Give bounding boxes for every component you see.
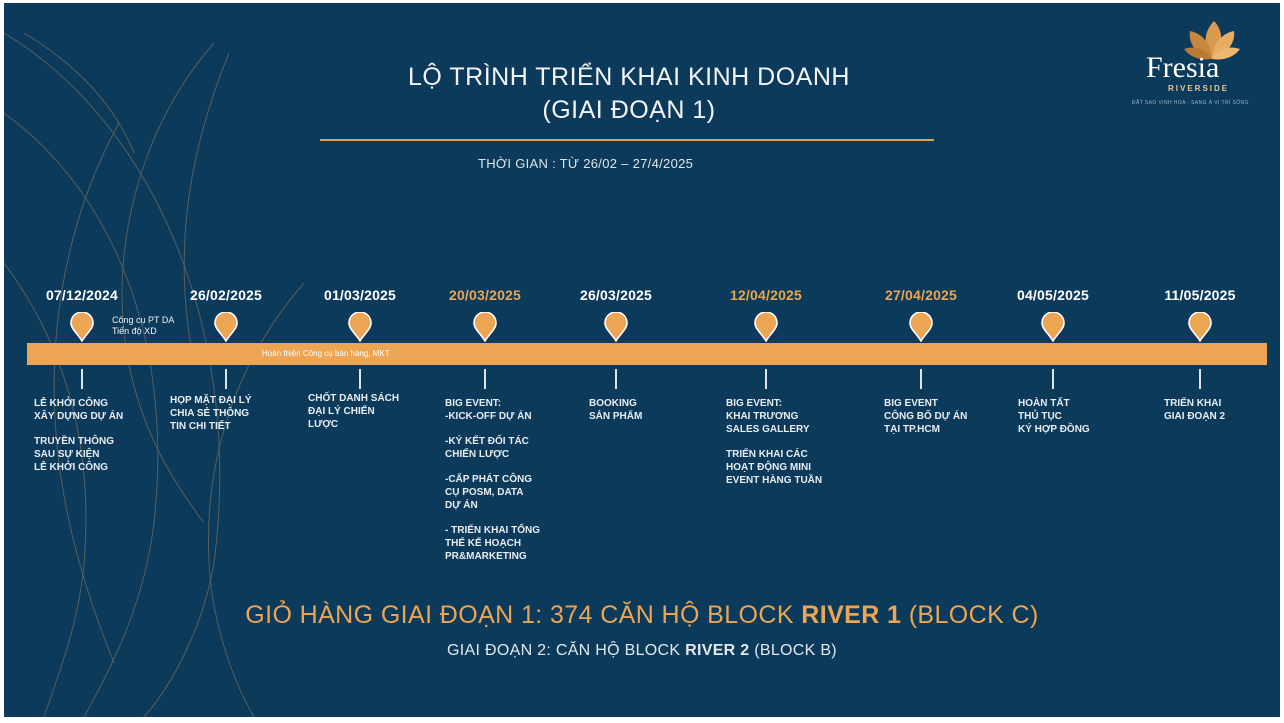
milestone-date: 12/04/2025 [729,287,803,303]
logo-subtitle: RIVERSIDE [1168,84,1230,93]
milestone-item: -CẤP PHÁT CÔNG CỤ POSM, DATA DỰ ÁN [445,474,533,511]
phase2-suffix: (BLOCK B) [749,642,837,659]
milestone-description [1164,397,1225,435]
map-pin-icon [214,312,238,342]
phase1-inventory [4,601,1280,630]
milestone-date: 27/04/2025 [884,287,958,303]
milestone-item: LỄ KHỞI CÔNG XÂY DỰNG DỰ ÁN [34,398,124,422]
map-pin-icon [604,312,628,342]
period-text: THỜI GIAN : TỪ 26/02 – 27/4/2025 [478,156,694,171]
page-title: LỘ TRÌNH TRIỂN KHAI KINH DOANH [408,63,850,91]
milestone-item: TRIỂN KHAI GIAI ĐOẠN 2 [1164,398,1226,422]
phase2-prefix: GIAI ĐOẠN 2: CĂN HỘ BLOCK [447,642,686,659]
milestone-tick [1199,369,1201,389]
phase1-suffix: (BLOCK C) [901,601,1039,629]
map-pin-icon [1041,312,1065,342]
timeline-bar-label: Hoàn thiện Công cụ bán hàng, MKT [262,349,390,358]
milestone-tick [484,369,486,389]
milestone-tick [1052,369,1054,389]
milestone-item: -KÝ KẾT ĐỐI TÁC CHIẾN LƯỢC [445,436,529,460]
phase1-prefix: GIỎ HÀNG GIAI ĐOẠN 1: 374 CĂN HỘ BLOCK [245,601,802,629]
phase1-block: RIVER 1 [801,601,902,629]
timeline-bar [27,343,1267,365]
tools-note: Công cụ PT DA Tiến độ XD [112,315,175,336]
logo-tagline: ĐẤT SAO VINH HOA - SANG Á VỊ TRÍ SỐNG [1132,100,1249,106]
milestone-date: 04/05/2025 [1016,287,1090,303]
milestone-item: CHỐT DANH SÁCH ĐẠI LÝ CHIẾN LƯỢC [308,393,400,430]
milestone-date: 20/03/2025 [448,287,522,303]
milestone-tick [765,369,767,389]
map-pin-icon [473,312,497,342]
milestone-item: HỌP MẶT ĐẠI LÝ CHIA SẺ THÔNG TIN CHI TIẾT [170,395,252,432]
milestone-tick [225,369,227,389]
page-subtitle: (GIAI ĐOẠN 1) [542,96,716,124]
milestone-description [884,397,967,448]
milestone-description [726,397,822,499]
milestone-description [308,392,399,443]
milestone-item: BIG EVENT CÔNG BỐ DỰ ÁN TẠI TP.HCM [884,398,968,435]
map-pin-icon [1188,312,1212,342]
logo-name: Fresia [1146,51,1220,84]
map-pin-icon [754,312,778,342]
milestone-item: BOOKING SẢN PHẨM [589,398,643,422]
milestone-description [589,397,642,435]
slide [4,3,1280,717]
milestone-tick [920,369,922,389]
milestone-tick [615,369,617,389]
phase2-inventory [4,642,1280,660]
milestone-date: 26/02/2025 [189,287,263,303]
milestone-tick [359,369,361,389]
milestone-tick [81,369,83,389]
milestone-item: TRIỂN KHAI CÁC HOẠT ĐỘNG MINI EVENT HÀNG TUẦN [726,449,823,486]
map-pin-icon [909,312,933,342]
milestone-date: 26/03/2025 [579,287,653,303]
milestone-item: HOÀN TẤT THỦ TỤC KÝ HỢP ĐỒNG [1018,398,1090,435]
milestone-description [170,394,251,445]
milestone-item: BIG EVENT: -KICK-OFF DỰ ÁN [445,398,532,422]
title-divider [320,139,934,141]
map-pin-icon [348,312,372,342]
milestone-item: - TRIỂN KHAI TỔNG THỂ KẾ HOẠCH PR&MARKETING [445,525,540,562]
milestone-date: 11/05/2025 [1164,287,1236,303]
milestone-description [445,397,540,575]
milestone-item: BIG EVENT: KHAI TRƯƠNG SALES GALLERY [726,398,810,435]
milestone-description [1018,397,1090,448]
milestone-date: 07/12/2024 [45,287,119,303]
phase2-block: RIVER 2 [685,642,750,659]
milestone-item: TRUYỀN THÔNG SAU SỰ KIỆN LỄ KHỞI CÔNG [34,436,114,473]
milestone-description [34,397,123,486]
map-pin-icon [70,312,94,342]
milestone-date: 01/03/2025 [323,287,397,303]
